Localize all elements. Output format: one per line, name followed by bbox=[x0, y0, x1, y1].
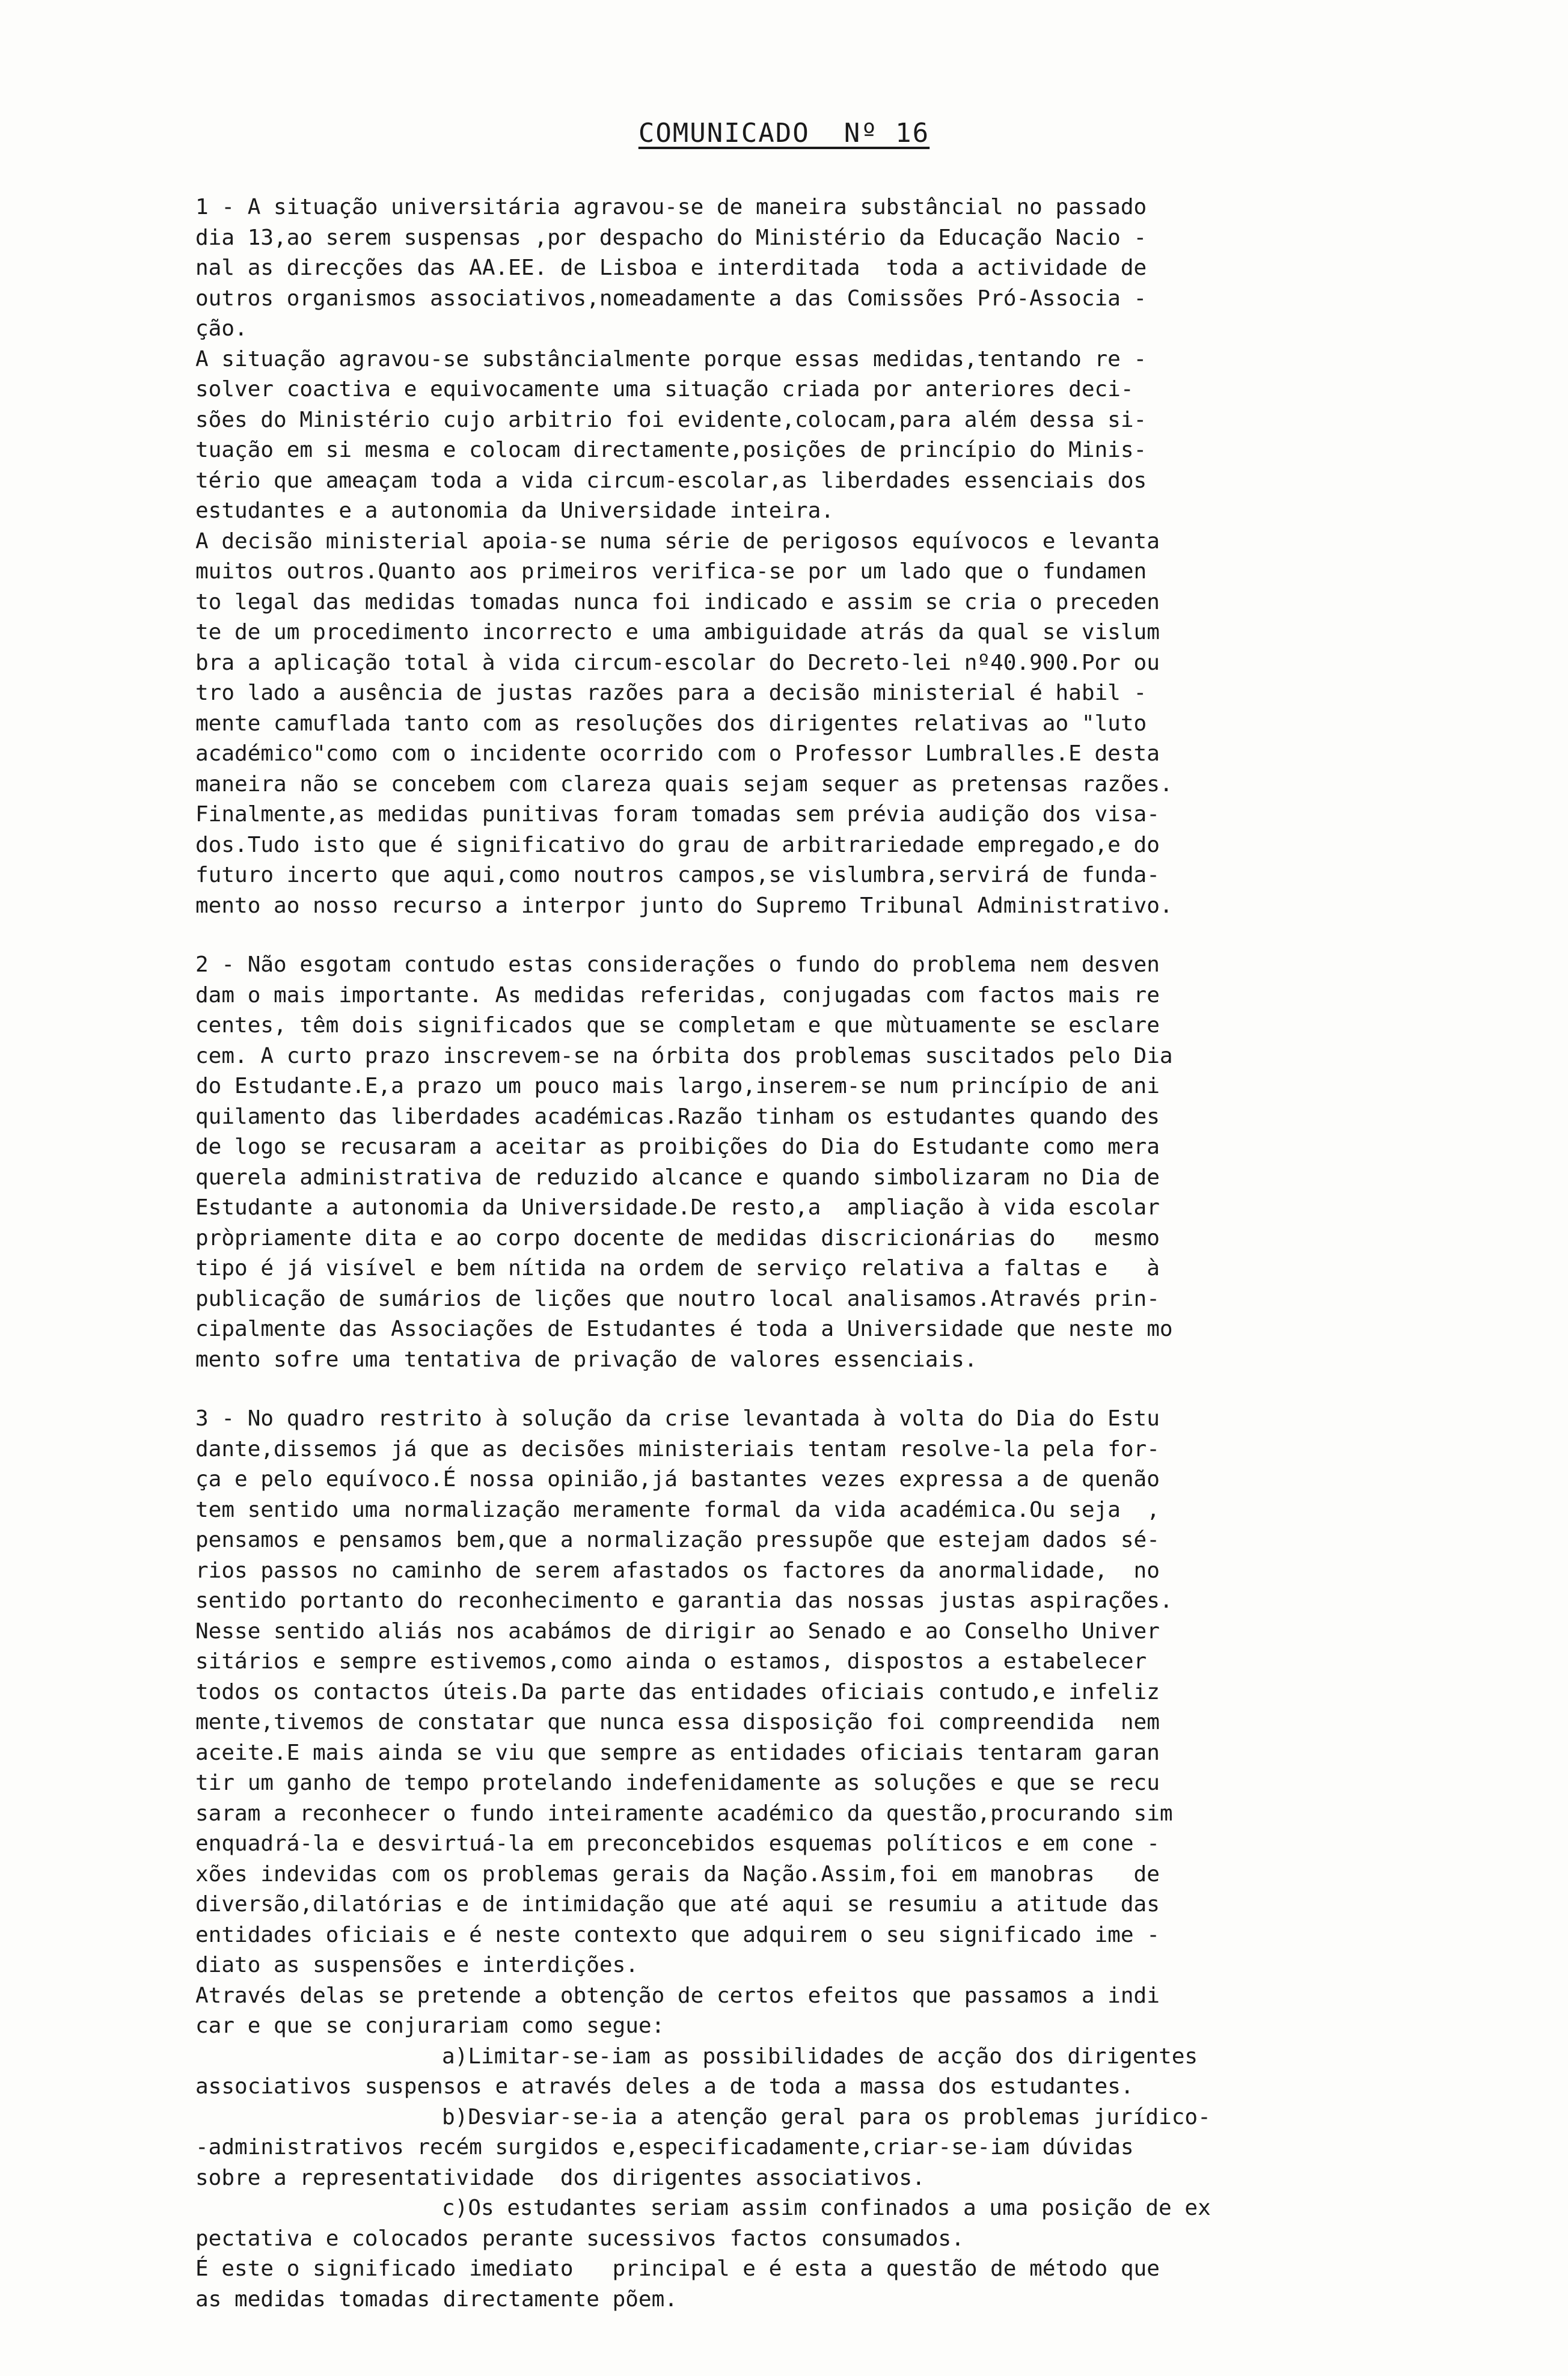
text-line: muitos outros.Quanto aos primeiros verifica-se por um lado que o fundamen bbox=[195, 559, 1147, 584]
text-line: 1 - A situação universitária agravou-se de maneira substâncial no passado bbox=[195, 195, 1147, 219]
text-line: cem. A curto prazo inscrevem-se na órbita dos problemas suscitados pelo Dia bbox=[195, 1043, 1173, 1068]
text-line: enquadrá-la e desvirtuá-la em preconcebidos esquemas políticos e em cone - bbox=[195, 1831, 1160, 1856]
text-line: a)Limitar-se-iam as possibilidades de acção dos dirigentes bbox=[442, 2044, 1198, 2069]
text-line: futuro incerto que aqui,como noutros campos,se vislumbra,servirá de funda- bbox=[195, 863, 1160, 887]
text-line: to legal das medidas tomadas nunca foi indicado e assim se cria o preceden bbox=[195, 589, 1160, 614]
text-line: -administrativos recém surgidos e,especificadamente,criar-se-iam dúvidas bbox=[195, 2135, 1134, 2160]
text-line: diversão,dilatórias e de intimidação que até aqui se resumiu a atitude das bbox=[195, 1892, 1160, 1917]
text-line: pròpriamente dita e ao corpo docente de medidas discricionárias do mesmo bbox=[195, 1225, 1160, 1251]
text-line: centes, têm dois significados que se completam e que mùtuamente se esclare bbox=[195, 1013, 1160, 1038]
text-line: Nesse sentido aliás nos acabámos de dirigir ao Senado e ao Conselho Univer bbox=[195, 1618, 1160, 1644]
text-line: publicação de sumários de lições que noutro local analisamos.Através prin- bbox=[195, 1286, 1160, 1311]
text-line: pectativa e colocados perante sucessivos factos consumados. bbox=[195, 2226, 964, 2251]
text-line: outros organismos associativos,nomeadamente a das Comissões Pró-Associa - bbox=[195, 286, 1147, 311]
text-line: dante,dissemos já que as decisões ministeriais tentam resolve-la pela for- bbox=[195, 1436, 1160, 1462]
text-line: estudantes e a autonomia da Universidade inteira. bbox=[195, 498, 835, 523]
text-line: dia 13,ao serem suspensas ,por despacho do Ministério da Educação Nacio - bbox=[195, 225, 1147, 250]
text-line: entidades oficiais e é neste contexto que adquirem o seu significado ime - bbox=[195, 1922, 1160, 1947]
text-line: sitários e sempre estivemos,como ainda o estamos, dispostos a estabelecer bbox=[195, 1649, 1147, 1674]
text-line: ça e pelo equívoco.É nossa opinião,já bastantes vezes expressa a de quenão bbox=[195, 1467, 1160, 1492]
text-line: pensamos e pensamos bem,que a normalização pressupõe que estejam dados sé- bbox=[195, 1528, 1160, 1552]
text-line: A situação agravou-se substâncialmente porque essas medidas,tentando re - bbox=[195, 346, 1147, 372]
text-line: nal as direcções das AA.EE. de Lisboa e interditada toda a actividade de bbox=[195, 256, 1147, 280]
text-line: dos.Tudo isto que é significativo do grau de arbitrariedade empregado,e do bbox=[195, 832, 1160, 857]
text-line: saram a reconhecer o fundo inteiramente académico da questão,procurando sim bbox=[195, 1801, 1173, 1826]
text-line: cipalmente das Associações de Estudantes é toda a Universidade que neste mo bbox=[195, 1317, 1173, 1341]
text-line: ção. bbox=[195, 316, 248, 341]
text-line: É este o significado imediato principal e é esta a questão de método que bbox=[195, 2256, 1160, 2281]
text-line: mento sofre uma tentativa de privação de valores essenciais. bbox=[195, 1347, 978, 1372]
text-line: de logo se recusaram a aceitar as proibições do Dia do Estudante como mera bbox=[195, 1134, 1160, 1159]
text-line: solver coactiva e equivocamente uma situação criada por anteriores deci- bbox=[195, 377, 1134, 402]
document-body bbox=[195, 192, 1428, 2315]
text-line: tério que ameaçam toda a vida circum-escolar,as liberdades essenciais dos bbox=[195, 468, 1147, 493]
text-line: Através delas se pretende a obtenção de certos efeitos que passamos a indi bbox=[195, 1983, 1160, 2008]
text-line: todos os contactos úteis.Da parte das entidades oficiais contudo,e infeliz bbox=[195, 1679, 1160, 1704]
text-line: diato as suspensões e interdições. bbox=[195, 1953, 639, 1977]
text-line: do Estudante.E,a prazo um pouco mais largo,inserem-se num princípio de ani bbox=[195, 1074, 1160, 1098]
paragraph-p3-items bbox=[195, 2042, 1428, 2315]
text-line: académico"como com o incidente ocorrido com o Professor Lumbralles.E desta bbox=[195, 741, 1160, 766]
text-line: rios passos no caminho de serem afastados os factores da anormalidade, no bbox=[195, 1558, 1160, 1583]
text-line: Estudante a autonomia da Universidade.De resto,a ampliação à vida escolar bbox=[195, 1195, 1160, 1220]
text-line: as medidas tomadas directamente põem. bbox=[195, 2286, 678, 2312]
text-line: car e que se conjurariam como segue: bbox=[195, 2013, 665, 2038]
text-line: 2 - Não esgotam contudo estas considerações o fundo do problema nem desven bbox=[195, 952, 1160, 977]
text-line: mente camuflada tanto com as resoluções dos dirigentes relativas ao "luto bbox=[195, 711, 1147, 736]
text-line: mente,tivemos de constatar que nunca essa disposição foi compreendida nem bbox=[195, 1710, 1160, 1735]
text-line: associativos suspensos e através deles a de toda a massa dos estudantes. bbox=[195, 2074, 1134, 2099]
text-line: sões do Ministério cujo arbitrio foi evidente,colocam,para além dessa si- bbox=[195, 407, 1147, 432]
text-line: tro lado a ausência de justas razões para a decisão ministerial é habil - bbox=[195, 681, 1147, 705]
text-line: b)Desviar-se-ia a atenção geral para os problemas jurídico- bbox=[442, 2104, 1211, 2130]
text-line: sobre a representatividade dos dirigentes associativos. bbox=[195, 2165, 925, 2190]
text-line: mento ao nosso recurso a interpor junto do Supremo Tribunal Administrativo. bbox=[195, 893, 1173, 918]
text-line: tem sentido uma normalização meramente formal da vida académica.Ou seja , bbox=[195, 1497, 1160, 1522]
text-line: dam o mais importante. As medidas referidas, conjugadas com factos mais re bbox=[195, 982, 1160, 1008]
text-line: xões indevidas com os problemas gerais da Nação.Assim,foi em manobras de bbox=[195, 1861, 1160, 1887]
text-line: quilamento das liberdades académicas.Razão tinham os estudantes quando des bbox=[195, 1104, 1160, 1129]
paragraph-p1 bbox=[195, 192, 1428, 921]
text-line: tuação em si mesma e colocam directamente,posições de princípio do Minis- bbox=[195, 438, 1147, 462]
paragraph-p3 bbox=[195, 1404, 1428, 2042]
text-line: Finalmente,as medidas punitivas foram tomadas sem prévia audição dos visa- bbox=[195, 802, 1160, 827]
text-line: tipo é já visível e bem nítida na ordem de serviço relativa a faltas e à bbox=[195, 1256, 1160, 1281]
text-line: querela administrativa de reduzido alcance e quando simbolizaram no Dia de bbox=[195, 1165, 1160, 1190]
text-line: bra a aplicação total à vida circum-escolar do Decreto-lei nº40.900.Por ou bbox=[195, 650, 1160, 675]
paragraph-p2 bbox=[195, 950, 1428, 1375]
text-line: 3 - No quadro restrito à solução da crise levantada à volta do Dia do Estu bbox=[195, 1406, 1160, 1431]
text-line: tir um ganho de tempo protelando indefenidamente as soluções e que se recu bbox=[195, 1771, 1160, 1795]
text-line: sentido portanto do reconhecimento e garantia das nossas justas aspirações. bbox=[195, 1588, 1173, 1613]
text-line: te de um procedimento incorrecto e uma ambiguidade atrás da qual se vislum bbox=[195, 620, 1160, 645]
document-title: COMUNICADO Nº 16 bbox=[638, 118, 930, 148]
text-line: maneira não se concebem com clareza quais sejam sequer as pretensas razões. bbox=[195, 771, 1173, 797]
text-line: aceite.E mais ainda se viu que sempre as entidades oficiais tentaram garan bbox=[195, 1740, 1160, 1765]
text-line: c)Os estudantes seriam assim confinados a uma posição de ex bbox=[442, 2196, 1211, 2220]
text-line: A decisão ministerial apoia-se numa série de perigosos equívocos e levanta bbox=[195, 528, 1160, 554]
